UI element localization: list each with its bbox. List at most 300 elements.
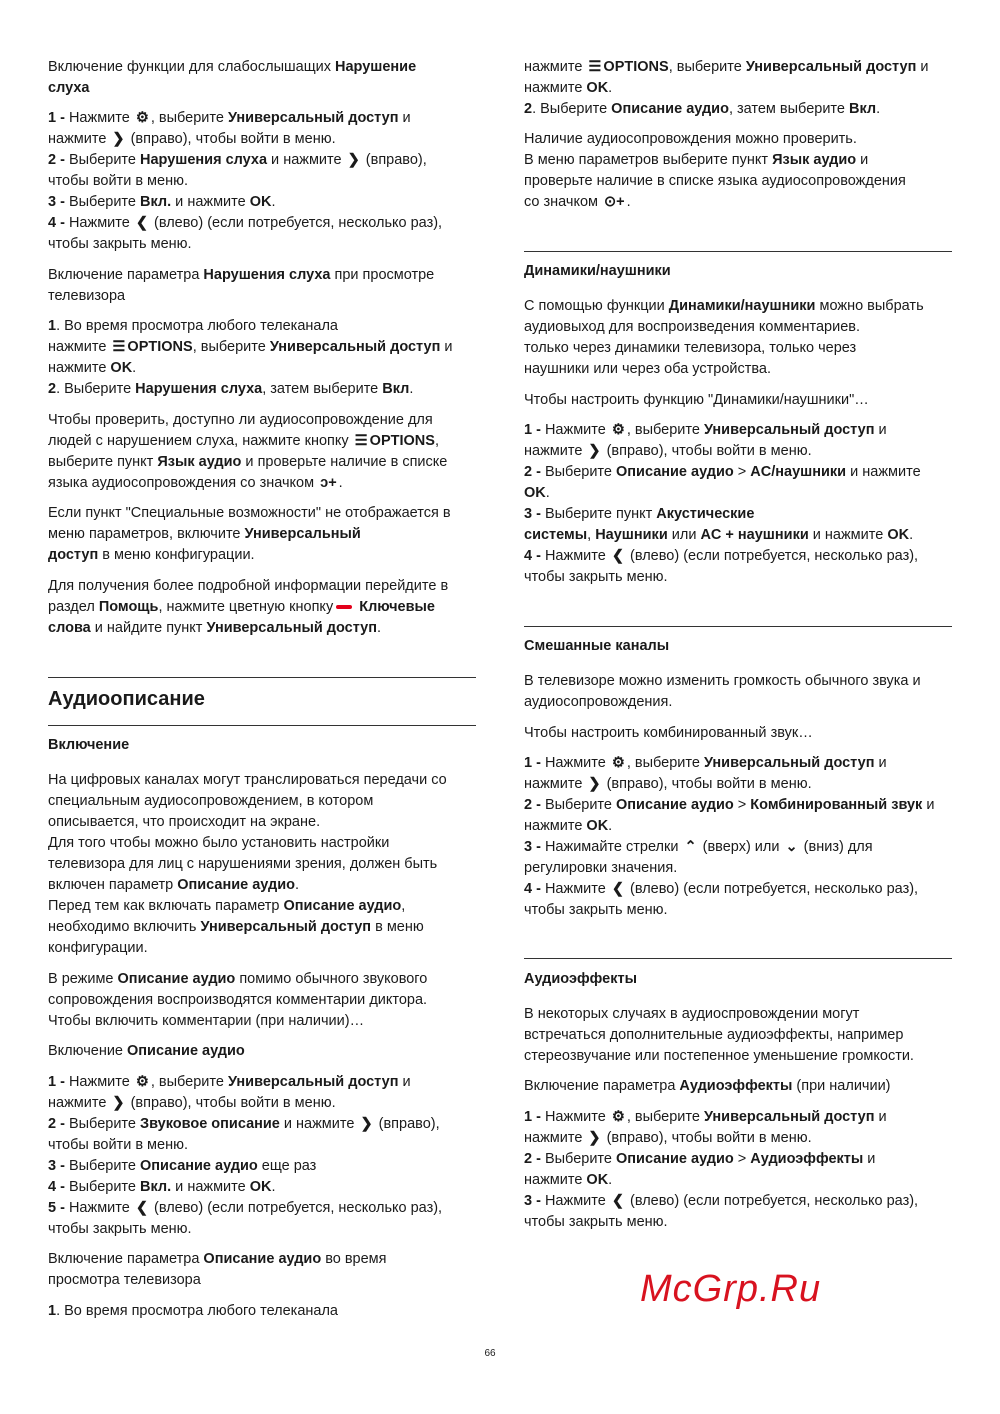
paragraph [524,1076,891,1097]
text: . [545,485,550,501]
bold-text: 2 [48,381,57,397]
text: Нажмите [544,881,610,897]
paragraph [48,1041,245,1062]
text: нажмите [524,59,587,75]
bold-text: OK [586,1172,609,1188]
text: нажмите [524,80,587,96]
text: . [876,101,881,117]
bold-text: Универсальный доступ [703,755,875,771]
text: меню параметров, включите [48,526,245,542]
bold-text: Универсальный доступ [200,919,372,935]
text: и нажмите [846,464,921,480]
text: . [608,818,613,834]
bold-text: 3 - [524,839,545,855]
text-line [524,1212,918,1233]
bold-text: Нарушения слуха [140,152,268,168]
text: Выберите [68,1158,140,1174]
bold-text: Звуковое описание [140,1116,280,1132]
paragraph [524,969,637,990]
text: Чтобы настроить комбинированный звук… [524,725,813,741]
text-line [48,150,442,171]
bold-text: Язык аудио [157,454,242,470]
bold-text: 1 - [524,755,545,771]
text-line [48,108,442,129]
text: Выберите [544,1151,616,1167]
bold-text: OK [887,527,910,543]
bold-text: OPTIONS [603,59,669,75]
text: со значком [524,194,603,210]
text: > [733,464,751,480]
paragraph [524,753,934,921]
text: . [377,620,382,636]
text: телевизора [48,288,126,304]
text: , выберите [626,755,704,771]
chevron-right-icon: ❯ [112,131,125,147]
text-line [48,1135,442,1156]
divider [524,958,952,959]
paragraph [48,410,447,494]
text: во время [321,1251,387,1267]
text: (вправо), [374,1116,440,1132]
text-line [524,483,921,504]
text: нажмите [48,131,111,147]
text-line [524,525,921,546]
text-line [48,1011,427,1032]
divider [48,677,476,678]
text: . [271,1179,276,1195]
bold-text: Нарушения слуха [135,381,263,397]
text: В телевизоре можно изменить громкость обычного звука и [524,673,921,689]
subsection-heading: Динамики/наушники [524,263,671,279]
paragraph [524,1004,914,1067]
bold-text: 1 - [48,1074,69,1090]
paragraph [48,503,451,566]
text: , выберите [626,422,704,438]
paragraph [524,57,928,120]
bold-text: Вкл. [140,194,172,210]
text: (вправо), чтобы войти в меню. [126,131,336,147]
bold-text: 2 - [524,1151,545,1167]
text-line [48,1270,387,1291]
bold-text: 2 - [48,1116,69,1132]
text: , затем выберите [728,101,849,117]
text: . [294,877,300,893]
text: > [733,1151,751,1167]
text-line [48,576,448,597]
text-line [48,234,442,255]
audio-description-icon: ⊙+ [604,194,625,210]
text-line [524,816,934,837]
bold-text: 2 - [524,797,545,813]
hearing-impaired-icon: ↄ+ [320,475,337,491]
text: . Во время просмотра любого телеканала [56,318,338,334]
text: и нажмите [171,194,250,210]
text-line [48,503,451,524]
text: конфигурации. [48,940,148,956]
bold-text: 2 - [48,152,69,168]
bold-text: доступ [48,547,99,563]
paragraph [48,735,129,756]
chevron-left-icon: ❮ [135,1200,148,1216]
text: (вправо), [361,152,427,168]
bold-text: 1 - [524,1109,545,1125]
text: и [874,755,887,771]
text: Выберите [544,464,616,480]
text: Нажмите [544,422,610,438]
text: и [398,110,411,126]
text: помимо обычного звукового [235,971,428,987]
text: в меню конфигурации. [98,547,255,563]
chevron-right-icon: ❯ [112,1095,125,1111]
text: и [874,1109,887,1125]
text-line [48,57,416,78]
bold-text: слова [48,620,91,636]
text: , выберите [150,110,228,126]
text: , выберите [150,1074,228,1090]
text-line [48,265,434,286]
text: Чтобы настроить функцию "Динамики/наушники"… [524,392,869,408]
bold-text: Описание аудио [616,464,734,480]
text-line [48,213,442,234]
text: раздел [48,599,99,615]
paragraph [524,261,671,282]
text-line [524,1107,918,1128]
bold-text: Описание аудио [117,971,236,987]
text: Нажмите [544,1109,610,1125]
text: Чтобы проверить, доступно ли аудиосопровождение для [48,412,433,428]
text-line [48,854,447,875]
text-line [524,753,934,774]
text: . [608,80,613,96]
section-title: Аудиоописание [48,688,205,710]
text: Наличие аудиосопровождения можно проверить. [524,131,857,147]
bold-text: слуха [48,80,90,96]
text-line [48,735,129,756]
bold-text: Ключевые [355,599,435,615]
bold-text: Комбинированный звук [750,797,923,813]
text: Нажимайте стрелки [544,839,683,855]
text-line [48,452,447,473]
bold-text: 5 - [48,1200,69,1216]
text: Нажмите [68,110,134,126]
red-key-icon [336,605,352,609]
text-line [48,171,442,192]
text: чтобы закрыть меню. [524,1214,668,1230]
text: (влево) (если потребуется, несколько раз), [625,1193,919,1209]
text: и [398,1074,411,1090]
text-line [48,770,447,791]
text: В меню параметров выберите пункт [524,152,773,168]
text: нажмите [48,360,111,376]
text-line [524,1046,914,1067]
text-line [524,671,921,692]
gear-icon: ⚙ [611,755,625,771]
text: наушники или через оба устройства. [524,361,772,377]
text: Включение [48,1043,128,1059]
paragraph [524,636,669,657]
bold-text: OPTIONS [369,433,435,449]
text: , выберите [626,1109,704,1125]
text: , выберите [668,59,746,75]
text: . Выберите [56,381,136,397]
text: . [608,1172,613,1188]
text-line [48,1114,442,1135]
text-line [524,57,928,78]
bold-text: системы [524,527,588,543]
chevron-down-icon: ⌄ [785,839,798,855]
text: (при наличии) [792,1078,891,1094]
bold-text: 4 - [524,548,545,564]
text: > [733,797,751,813]
text-line [524,78,928,99]
text: Нажмите [544,1193,610,1209]
paragraph [48,1249,387,1291]
text-line [48,1093,442,1114]
text-line [48,1198,442,1219]
text: и [922,797,935,813]
text-line [524,858,934,879]
text: просмотра телевизора [48,1272,201,1288]
text-line [48,1249,387,1270]
text: в меню [371,919,424,935]
text-line [48,1177,442,1198]
text: Включение функции для слабослышащих [48,59,335,75]
bold-text: OK [249,1179,272,1195]
text: и проверьте наличие в списке [241,454,448,470]
text: . Во время просмотра любого телеканала [56,1303,338,1319]
options-icon: ☰ [588,59,602,75]
subsection-heading: Включение [48,737,130,753]
bold-text: Аудиоэффекты [679,1078,793,1094]
bold-text: Помощь [98,599,159,615]
bold-text: 3 - [524,506,545,522]
bold-text: 4 - [524,881,545,897]
bold-text: AC + наушники [700,527,809,543]
text-line [524,441,921,462]
text: (вправо), чтобы войти в меню. [126,1095,336,1111]
bold-text: Универсальный доступ [206,620,378,636]
paragraph [524,390,869,411]
paragraph [48,1072,442,1240]
text: нажмите [524,776,587,792]
text-line [48,1219,442,1240]
text-line [524,390,869,411]
text-line [48,473,447,494]
bold-text: OK [110,360,133,376]
bold-text: Универсальный [244,526,361,542]
options-icon: ☰ [354,433,368,449]
bold-text: Описание аудио [616,797,734,813]
gear-icon: ⚙ [135,110,149,126]
text: Выберите [68,152,140,168]
text: Если пункт "Специальные возможности" не отображается в [48,505,451,521]
text-line [48,896,447,917]
text-line [524,879,934,900]
text: Нажмите [68,215,134,231]
text-line [524,462,921,483]
text-line [48,833,447,854]
text-line [524,1128,918,1149]
text: выберите пункт [48,454,158,470]
bold-text: Динамики/наушники [668,298,816,314]
text-line [48,1041,245,1062]
text: чтобы закрыть меню. [48,1221,192,1237]
text: и [440,339,453,355]
paragraph [524,420,921,588]
text: Выберите [68,1116,140,1132]
text-line [524,636,669,657]
bold-text: Описание аудио [611,101,729,117]
text-line [48,875,447,896]
text-line [524,1004,914,1025]
text-line [524,837,934,858]
text: , выберите [192,339,270,355]
text: можно выбрать [815,298,924,314]
bold-text: 2 [524,101,533,117]
text: и [856,152,869,168]
paragraph [524,671,921,713]
text: (влево) (если потребуется, несколько раз), [625,548,919,564]
text: нажмите [524,1130,587,1146]
bold-text: AC/наушники [750,464,847,480]
divider [524,626,952,627]
text: Нажмите [544,548,610,564]
text-line [524,900,934,921]
text: чтобы войти в меню. [48,1137,189,1153]
text: регулировки значения. [524,860,678,876]
text: языка аудиосопровождения со значком [48,475,319,491]
bold-text: Язык аудио [772,152,857,168]
bold-text: 1 - [48,110,69,126]
text: , нажмите цветную кнопку [158,599,334,615]
text: встречаться дополнительные аудиоэффекты, например [524,1027,904,1043]
text: . [626,194,631,210]
bold-text: Нарушение [335,59,417,75]
chevron-left-icon: ❮ [611,548,624,564]
subsection-heading: Аудиоэффекты [524,971,637,987]
text-line [48,379,452,400]
text-line [524,317,924,338]
text: Перед тем как включать параметр [48,898,284,914]
watermark: McGrp.Ru [640,1268,822,1310]
text: и найдите пункт [90,620,207,636]
subsection-heading: Смешанные каналы [524,638,670,654]
bold-text: 1 - [524,422,545,438]
text: описывается, что происходит на экране. [48,814,321,830]
text: при просмотре [330,267,435,283]
text: только через динамики телевизора, только через [524,340,857,356]
text: (вправо), чтобы войти в меню. [602,443,812,459]
text-line [524,1170,918,1191]
text-line [524,338,924,359]
bold-text: Универсальный доступ [269,339,441,355]
text: (влево) (если потребуется, несколько раз), [625,881,919,897]
chevron-left-icon: ❮ [611,1193,624,1209]
text-line [48,618,448,639]
text-line [524,1149,918,1170]
text: и нажмите [267,152,346,168]
text: , затем выберите [262,381,383,397]
text: и [874,422,887,438]
text-line [524,969,637,990]
bold-text: 3 - [48,1158,69,1174]
text: Нажмите [544,755,610,771]
text: , [401,898,406,914]
text-line [524,261,671,282]
text: . [338,475,343,491]
paragraph [48,108,442,255]
text-line [48,524,451,545]
text: Для того чтобы можно было установить настройки [48,835,390,851]
paragraph [48,969,427,1032]
text-line [524,504,921,525]
text-line [48,1156,442,1177]
text: людей с нарушением слуха, нажмите кнопку [48,433,353,449]
paragraph [48,770,447,959]
options-icon: ☰ [112,339,126,355]
text-line [524,567,921,588]
text-line [524,359,924,380]
bold-text: OPTIONS [127,339,193,355]
text-line [48,431,447,452]
bold-text: Описание аудио [140,1158,258,1174]
text-line [48,1072,442,1093]
text: . [909,527,914,543]
gear-icon: ⚙ [135,1074,149,1090]
text-line [48,969,427,990]
text: . [409,381,414,397]
text: Выберите [544,797,616,813]
bold-text: Нарушения слуха [203,267,331,283]
divider [524,251,952,252]
text: нажмите [524,1172,587,1188]
text: Чтобы включить комментарии (при наличии)… [48,1013,365,1029]
text-line [48,286,434,307]
text: . [132,360,137,376]
paragraph [524,296,924,380]
bold-text: Вкл. [140,1179,172,1195]
text: , [587,527,596,543]
text-line [524,99,928,120]
text: Выберите пункт [544,506,657,522]
bold-text: Универсальный доступ [745,59,917,75]
bold-text: OK [586,80,609,96]
paragraph [524,1107,918,1233]
text: . Выберите [532,101,612,117]
chevron-right-icon: ❯ [588,1130,601,1146]
text: чтобы войти в меню. [48,173,189,189]
bold-text: Вкл [849,101,877,117]
text-line [48,1301,338,1322]
text: нажмите [48,339,111,355]
text: необходимо включить [48,919,201,935]
text: Включение параметра [524,1078,680,1094]
text: и [863,1151,876,1167]
bold-text: OK [524,485,546,501]
text: (вверх) или [698,839,784,855]
text: аудиовыход для воспроизведения комментариев. [524,319,861,335]
text: (влево) (если потребуется, несколько раз), [149,1200,443,1216]
paragraph [524,129,906,213]
chevron-left-icon: ❮ [135,215,148,231]
text-line [524,774,934,795]
text: (вниз) для [799,839,873,855]
bold-text: Универсальный доступ [703,1109,875,1125]
paragraph [48,316,452,400]
text-line [48,410,447,431]
page-number: 66 [484,1348,496,1359]
text-line [524,1191,918,1212]
